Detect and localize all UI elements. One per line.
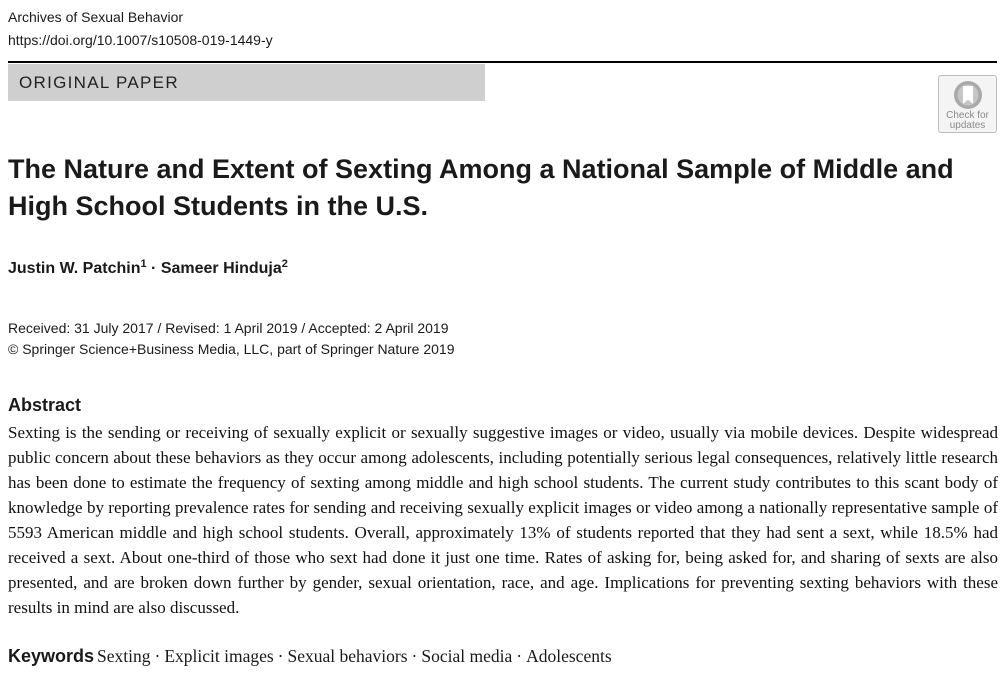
author-affiliation: 1 bbox=[140, 258, 147, 270]
article-type-label: ORIGINAL PAPER bbox=[19, 72, 179, 92]
paper-title: The Nature and Extent of Sexting Among a National Sample of Middle and High School Students in the U.S. bbox=[8, 154, 954, 221]
keyword: Adolescents bbox=[526, 646, 612, 666]
keyword: Sexual behaviors bbox=[287, 646, 408, 666]
author-separator: · bbox=[151, 260, 157, 277]
article-type-banner bbox=[8, 64, 485, 101]
header-rule bbox=[8, 61, 997, 63]
journal-name: Archives of Sexual Behavior bbox=[8, 9, 184, 25]
author-list bbox=[8, 257, 288, 281]
publication-dates: Received: 31 July 2017 / Revised: 1 April 2019 / Accepted: 2 April 2019 bbox=[8, 320, 449, 336]
check-for-updates-label: Check for updates bbox=[946, 110, 989, 131]
keyword-separator: · bbox=[277, 646, 284, 666]
doi-link[interactable]: https://doi.org/10.1007/s10508-019-1449-y bbox=[8, 32, 273, 48]
abstract-text: Sexting is the sending or receiving of sexually explicit or sexually suggestive images or video, usually via mobile devices. Despite widespread public concern about these behaviors as they occur among adolescents, including potentially serious legal consequences, relatively little research has been done to estimate the frequency of sexting among middle and high school students. The current study contributes to this scant body of knowledge by reporting prevalence rates for sending and receiving sexually explicit images or video among a nationally representative sample of 5593 American middle and high school students. Overall, approximately 13% of students reported that they had sent a sext, while 18.5% had received a sext. About one-third of those who sext had done it just one time. Rates of asking for, being asked for, and sharing of sexts are also presented, and are broken down further by gender, sexual orientation, race, and age. Implications for preventing sexting behaviors with these results in mind are also discussed. bbox=[8, 423, 998, 617]
keyword: Explicit images bbox=[164, 646, 274, 666]
author-affiliation: 2 bbox=[281, 258, 288, 270]
keywords-heading: Keywords bbox=[8, 646, 95, 666]
keywords-list bbox=[97, 645, 612, 667]
keyword-separator: · bbox=[411, 646, 418, 666]
bookmark-ribbon-icon bbox=[951, 79, 985, 111]
keyword: Social media bbox=[421, 646, 513, 666]
author-name[interactable]: Sameer Hinduja bbox=[160, 260, 282, 277]
copyright-notice: © Springer Science+Business Media, LLC, part of Springer Nature 2019 bbox=[8, 341, 455, 357]
abstract-heading: Abstract bbox=[8, 395, 82, 415]
keyword: Sexting bbox=[97, 646, 151, 666]
keyword-separator: · bbox=[154, 646, 161, 666]
check-for-updates-button[interactable] bbox=[938, 75, 997, 133]
author-name[interactable]: Justin W. Patchin bbox=[8, 260, 141, 277]
keyword-separator: · bbox=[516, 646, 523, 666]
